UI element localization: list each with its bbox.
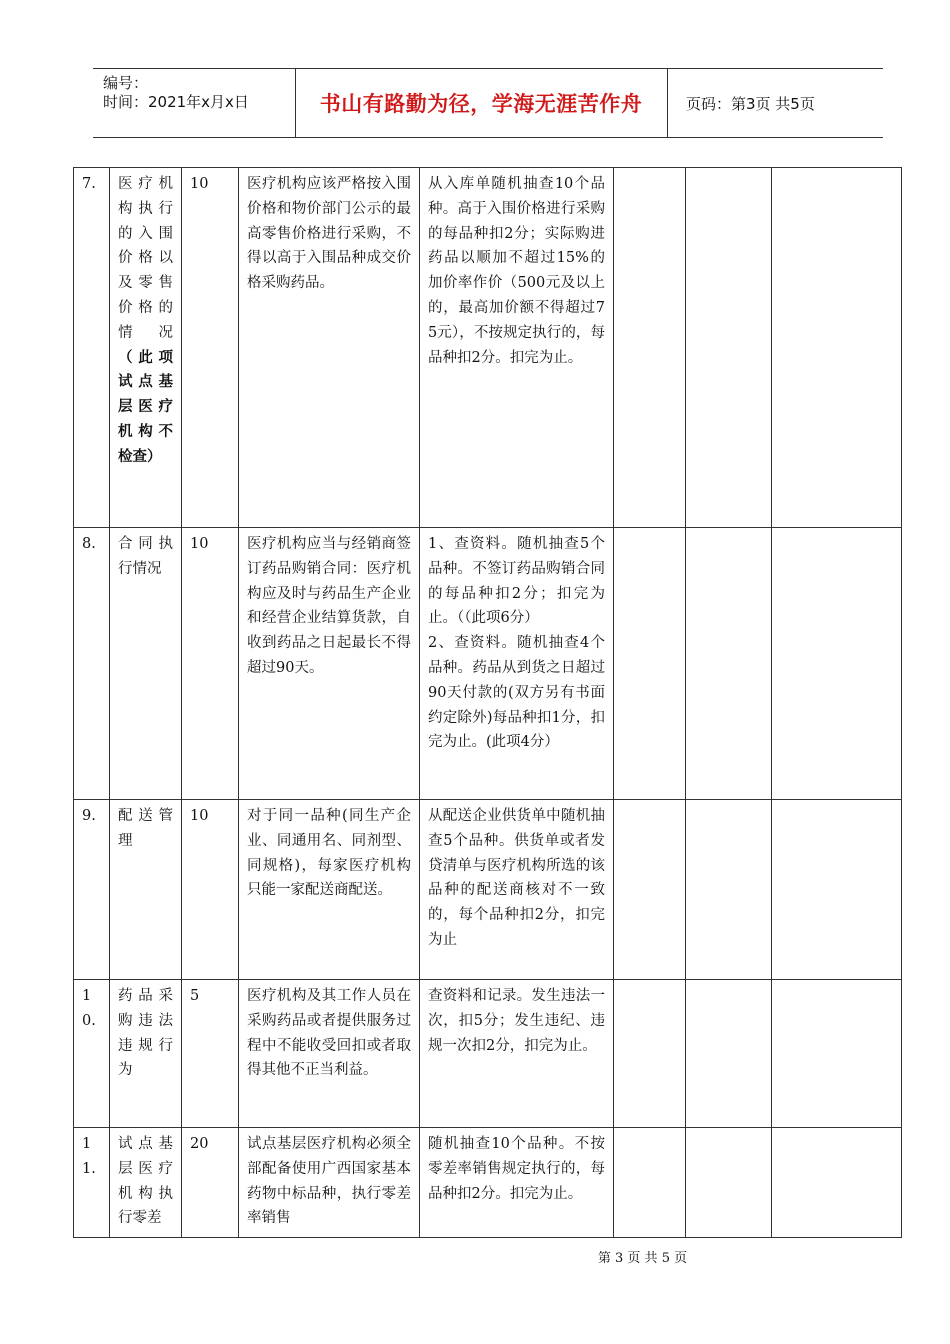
- row-method: 查资料和记录。发生违法一次，扣5分；发生违纪、违规一次扣2分，扣完为止。: [420, 980, 614, 1128]
- table-row: [74, 168, 902, 528]
- row-score: 5: [182, 980, 239, 1128]
- page-label-text: 页码：第3页 共5页: [686, 94, 815, 113]
- row-blank-cell: [772, 528, 902, 800]
- row-blank-cell: [686, 980, 772, 1128]
- row-item-text: 合同执行情况: [118, 536, 173, 577]
- row-item-note: （此项试点基层医疗机构不检查）: [118, 349, 173, 465]
- row-blank-cell: [614, 800, 686, 980]
- row-blank-cell: [772, 1128, 902, 1238]
- code-label: 编号：: [103, 74, 149, 92]
- row-item: [110, 800, 182, 980]
- header-motto: 书山有路勤为径，学海无涯苦作舟: [295, 69, 668, 137]
- header-meta: [93, 69, 296, 137]
- row-number: 7.: [74, 168, 110, 528]
- table-row: [74, 528, 902, 800]
- row-item-text: 药品采购违法违规行为: [118, 988, 173, 1079]
- row-method: 从配送企业供货单中随机抽查5个品种。供货单或者发贷清单与医疗机构所选的该品种的配送商核对不一致的，每个品种扣2分，扣完为止: [420, 800, 614, 980]
- row-blank-cell: [772, 168, 902, 528]
- row-item-text: 医疗机构执行的入围价格以及零售价格的情况: [118, 176, 173, 341]
- inspection-table: [73, 167, 902, 1238]
- table-row: [74, 980, 902, 1128]
- table-body: [74, 168, 902, 1238]
- row-blank-cell: [686, 528, 772, 800]
- row-number: 8.: [74, 528, 110, 800]
- row-method: 随机抽查10个品种。不按零差率销售规定执行的，每品种扣2分。扣完为止。: [420, 1128, 614, 1238]
- header-page-label: [676, 69, 883, 137]
- time-label: 时间：2021年x月x日: [103, 93, 249, 111]
- page-footer: 第 3 页 共 5 页: [597, 1251, 688, 1266]
- row-standard: 对于同一品种(同生产企业、同通用名、同剂型、同规格)，每家医疗机构只能一家配送商配送。: [239, 800, 420, 980]
- row-blank-cell: [686, 800, 772, 980]
- page-header: [93, 68, 883, 138]
- table-row: [74, 1128, 902, 1238]
- row-number: 11.: [74, 1128, 110, 1238]
- row-item: [110, 980, 182, 1128]
- row-blank-cell: [614, 980, 686, 1128]
- row-score: 10: [182, 800, 239, 980]
- row-number: 10.: [74, 980, 110, 1128]
- row-blank-cell: [614, 1128, 686, 1238]
- row-blank-cell: [614, 168, 686, 528]
- row-item: [110, 1128, 182, 1238]
- row-score: 20: [182, 1128, 239, 1238]
- row-blank-cell: [686, 1128, 772, 1238]
- row-standard: 试点基层医疗机构必须全部配备使用广西国家基本药物中标品种，执行零差率销售: [239, 1128, 420, 1238]
- row-item: [110, 528, 182, 800]
- row-blank-cell: [614, 528, 686, 800]
- row-standard: 医疗机构应该严格按入围价格和物价部门公示的最高零售价格进行采购，不得以高于入围品种成交价格采购药品。: [239, 168, 420, 528]
- row-item: [110, 168, 182, 528]
- row-standard: 医疗机构及其工作人员在采购药品或者提供服务过程中不能收受回扣或者取得其他不正当利益。: [239, 980, 420, 1128]
- row-blank-cell: [772, 800, 902, 980]
- row-standard: 医疗机构应当与经销商签订药品购销合同：医疗机构应及时与药品生产企业和经营企业结算货款，自收到药品之日起最长不得超过90天。: [239, 528, 420, 800]
- row-method: 从入库单随机抽查10个品种。高于入围价格进行采购的每品种扣2分；实际购进药品以顺加不超过15%的加价率作价（500元及以上的，最高加价额不得超过75元），不按规定执行的，每品种扣2分。扣完为止。: [420, 168, 614, 528]
- row-score: 10: [182, 528, 239, 800]
- row-blank-cell: [772, 980, 902, 1128]
- row-item-text: 配送管理: [118, 808, 173, 849]
- row-score: 10: [182, 168, 239, 528]
- table-row: [74, 800, 902, 980]
- row-blank-cell: [686, 168, 772, 528]
- row-number: 9.: [74, 800, 110, 980]
- row-method: 1、查资料。随机抽查5个品种。不签订药品购销合同的每品种扣2分；扣完为止。（（此项6分） 2、查资料。随机抽查4个品种。药品从到货之日超过90天付款的(双方另有书面约定除外)每品种扣1分，扣完为止。(此项4分）: [420, 528, 614, 800]
- row-item-text: 试点基层医疗机构执行零差: [118, 1136, 173, 1227]
